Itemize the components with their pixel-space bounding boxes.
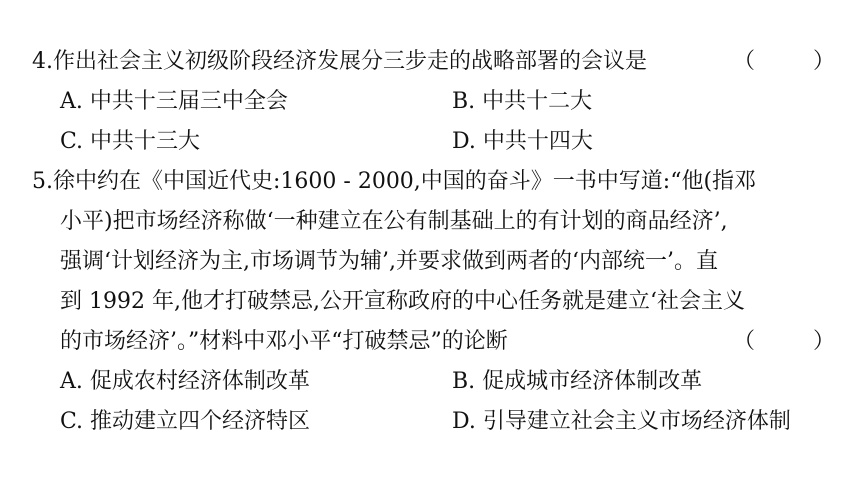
question-4-option-b: B. 中共十二大 <box>452 89 593 114</box>
question-4-paren-close: ） <box>813 49 836 74</box>
question-5-option-c: C. 推动建立四个经济特区 <box>60 409 311 434</box>
question-4-option-d: D. 中共十四大 <box>452 129 593 154</box>
question-5-stem-line-5: 的市场经济’。”材料中邓小平“打破禁忌”的论断 <box>60 329 508 354</box>
question-5-stem-line-4: 到 1992 年,他才打破禁忌,公开宣称政府的中心任务就是建立‘社会主义 <box>60 289 745 314</box>
question-5-paren-close: ） <box>813 329 836 354</box>
question-4-stem <box>32 47 647 77</box>
question-4-number: 4. <box>32 49 53 74</box>
question-5-stem-line-2: 小平)把市场经济称做‘一种建立在公有制基础上的有计划的商品经济’, <box>60 209 728 234</box>
question-5-paren-open: （ <box>733 329 756 354</box>
question-5-answer-blank[interactable] <box>733 327 835 357</box>
question-4-paren-open: （ <box>733 49 756 74</box>
question-5-number: 5. <box>32 169 53 194</box>
question-5-option-d: D. 引导建立社会主义市场经济体制 <box>452 409 791 434</box>
question-4-option-c: C. 中共十三大 <box>60 129 201 154</box>
question-5-option-a: A. 促成农村经济体制改革 <box>60 369 310 394</box>
question-4-answer-blank[interactable] <box>733 47 835 77</box>
question-5-option-b: B. 促成城市经济体制改革 <box>452 369 703 394</box>
question-5-stem-line-3: 强调‘计划经济为主,市场调节为辅’,并要求做到两者的‘内部统一’。直 <box>60 249 718 274</box>
question-4-stem-text: 作出社会主义初级阶段经济发展分三步走的战略部署的会议是 <box>53 49 648 74</box>
question-4-option-a: A. 中共十三届三中全会 <box>60 89 288 114</box>
question-5-stem-line-1 <box>32 167 756 197</box>
question-5-stem-text-1: 徐中约在《中国近代史:1600 - 2000,中国的奋斗》一书中写道:“他(指邓 <box>53 169 757 194</box>
